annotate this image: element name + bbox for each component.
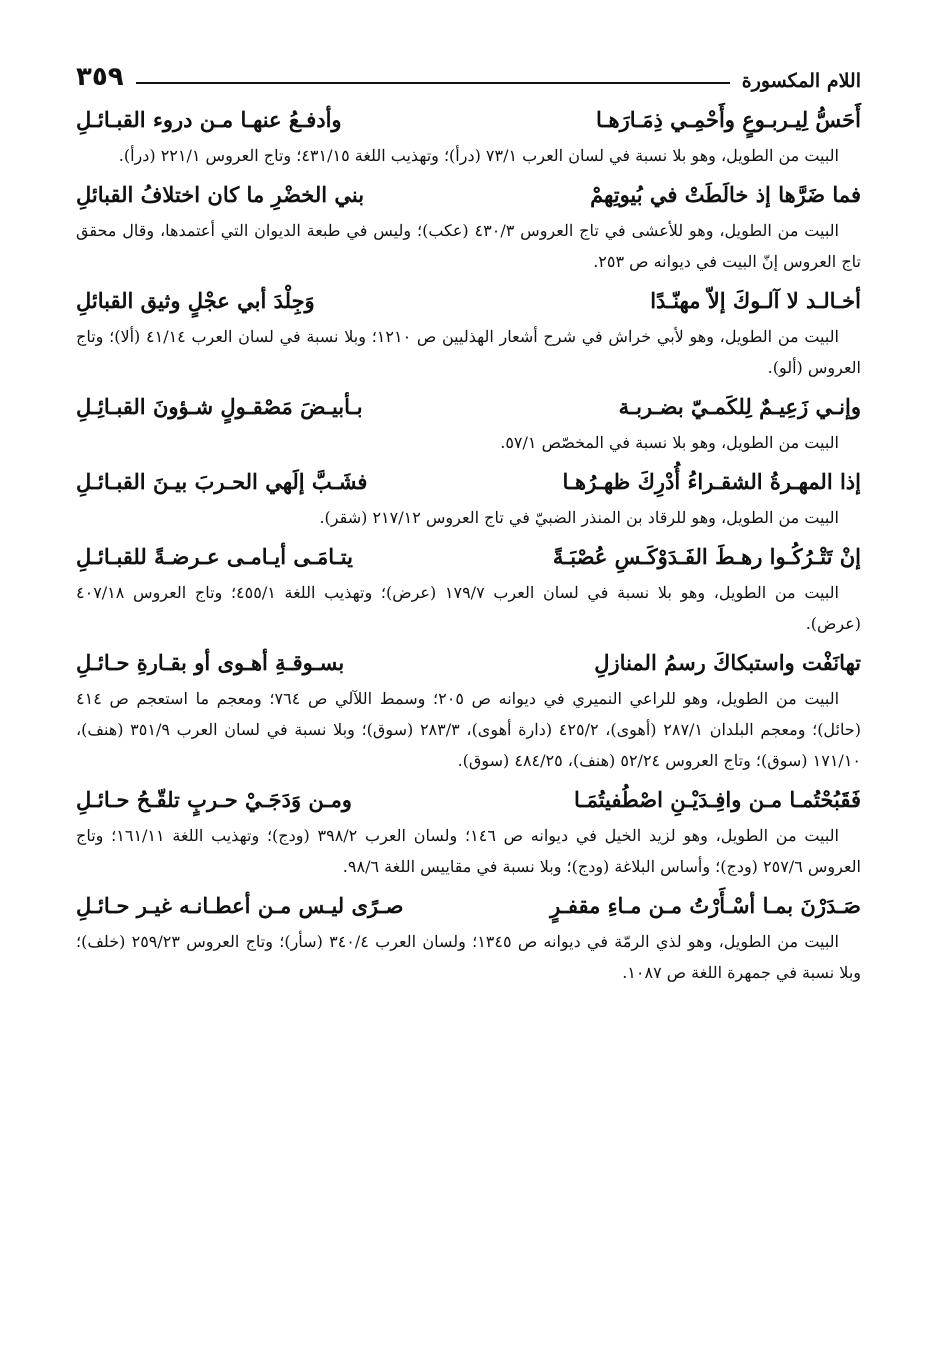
verse-second-hemistich: فشَـبَّ إلَهي الحـربَ بيـنَ القبـائـلِ xyxy=(76,469,368,494)
verse-first-hemistich: أخـالـد لا آلـوكَ إلاّ مهنّـدًا xyxy=(650,288,861,313)
verse-second-hemistich: ومـن وَدَجَـيْ حـربٍ تلقّـحُ حـائـلِ xyxy=(76,787,352,812)
verse-note: البيت من الطويل، وهو لذي الرمّة في ديوانه ص ١٣٤٥؛ ولسان العرب ٣٤٠/٤ (سأر)؛ وتاج العروس ٢٥٩/٢٣ (خلف)؛ وبلا نسبة في جمهرة اللغة ص ١٠٨٧. xyxy=(76,932,861,982)
verse-first-hemistich: تهانَفْت واستبكاكَ رسمُ المنازلِ xyxy=(594,650,861,675)
verse xyxy=(76,102,861,138)
verse-first-hemistich: فَقَبُحْتُمـا مـن وافِـدَيْـنِ اصْطُفيتُمَـا xyxy=(574,787,861,812)
verse-first-hemistich: وإنـي زَعِيـمٌ لِلكَمـيّ بضـربـة xyxy=(618,394,861,419)
verse xyxy=(76,177,861,213)
verse xyxy=(76,782,861,818)
chapter-title: اللام المكسورة xyxy=(741,70,861,92)
verse-note: البيت من الطويل، وهو للرقاد بن المنذر الضبيّ في تاج العروس ٢١٧/١٢ (شقر). xyxy=(319,508,839,527)
page-number: ٣٥٩ xyxy=(76,62,124,92)
entry-1 xyxy=(76,102,861,171)
verse-first-hemistich: إذا المهـرةُ الشقـراءُ أُدْرِكَ ظهـرُهـا xyxy=(562,469,861,494)
entry-6 xyxy=(76,539,861,639)
verse-second-hemistich: صـرًى ليـس مـن أعطـانـه غيـر حـائـلِ xyxy=(76,893,404,918)
entries xyxy=(76,102,861,988)
verse-note: البيت من الطويل، وهو للأعشى في تاج العروس ٤٣٠/٣ (عكب)؛ وليس في طبعة الديوان التي أعتمدها، وقال محقق تاج العروس إنّ البيت في ديوانه ص ٢٥٣. xyxy=(76,221,861,271)
verse-second-hemistich: بني الخضْرِ ما كان اختلافُ القبائلِ xyxy=(76,182,365,207)
verse xyxy=(76,464,861,500)
verse-note: البيت من الطويل، وهو لأبي خراش في شرح أشعار الهذليين ص ١٢١٠؛ وبلا نسبة في لسان العرب ٤١/١٤ (ألا)؛ وتاج العروس (ألو). xyxy=(76,327,861,377)
verse-second-hemistich: بسـوقـةِ أهـوى أو بقـارةِ حـائـلِ xyxy=(76,650,345,675)
verse xyxy=(76,283,861,319)
entry-2 xyxy=(76,177,861,277)
verse-first-hemistich: صَـدَرْنَ بمـا أسْـأَرْتُ مـن مـاءِ مقفـرٍ xyxy=(550,893,861,918)
verse-second-hemistich: بـأبيـضَ مَصْقـولٍ شـؤونَ القبـائِـلِ xyxy=(76,394,363,419)
verse-second-hemistich: يتـامَـى أيـامـى عـرضـةً للقبـائـلِ xyxy=(76,544,353,569)
entry-5 xyxy=(76,464,861,533)
verse-second-hemistich: وأدفـعُ عنهـا مـن دروء القبـائـلِ xyxy=(76,107,342,132)
verse-first-hemistich: فما ضَرَّها إذ خالَطَتْ في بُيوتِهمْ xyxy=(590,182,861,207)
verse-note: البيت من الطويل، وهو بلا نسبة في لسان العرب ١٧٩/٧ (عرض)؛ وتهذيب اللغة ٤٥٥/١؛ وتاج العروس ٤٠٧/١٨ (عرض). xyxy=(76,583,861,633)
verse-first-hemistich: إنْ تَتْـرُكُـوا رهـطَ الفَـدَوْكَـسِ عُصْبَـةً xyxy=(552,544,861,569)
entry-7 xyxy=(76,645,861,776)
verse xyxy=(76,888,861,924)
header-rule xyxy=(136,82,730,84)
verse-note: البيت من الطويل، وهو لزيد الخيل في ديوانه ص ١٤٦؛ ولسان العرب ٣٩٨/٢ (ودج)؛ وتهذيب اللغة ١٦١/١١؛ وتاج العروس ٢٥٧/٦ (ودج)؛ وأساس البلاغة (ودج)؛ وبلا نسبة في مقاييس اللغة ٩٨/٦. xyxy=(76,826,861,876)
entry-9 xyxy=(76,888,861,988)
verse xyxy=(76,539,861,575)
verse-note: البيت من الطويل، وهو بلا نسبة في المخصّص ٥٧/١. xyxy=(500,433,839,452)
verse xyxy=(76,645,861,681)
entry-3 xyxy=(76,283,861,383)
verse-note: البيت من الطويل، وهو للراعي النميري في ديوانه ص ٢٠٥؛ وسمط اللآلي ص ٧٦٤؛ ومعجم ما استعجم ص ٤١٤ (حائل)؛ ومعجم البلدان ٢٨٧/١ (أهوى)، ٤٢٥/٢ (دارة أهوى)، ٢٨٣/٣ (سوق)؛ وبلا نسبة في لسان العرب ٣٥١/٩ (هنف)، ١٧١/١٠ (سوق)؛ وتاج العروس ٥٢/٢٤ (هنف)، ٤٨٤/٢٥ (سوق). xyxy=(76,689,862,770)
verse-note: البيت من الطويل، وهو بلا نسبة في لسان العرب ٧٣/١ (درأ)؛ وتهذيب اللغة ٤٣١/١٥؛ وتاج العروس ٢٢١/١ (درأ). xyxy=(118,146,839,165)
running-header xyxy=(76,52,861,92)
verse xyxy=(76,389,861,425)
verse-first-hemistich: أَحَسُّ لِيـربـوعٍ وأَحْمِـي ذِمَـارَهـا xyxy=(595,107,861,132)
entry-8 xyxy=(76,782,861,882)
verse-second-hemistich: وَجِلْدَ أبي عجْلٍ وثيق القبائلِ xyxy=(76,288,315,313)
entry-4 xyxy=(76,389,861,458)
